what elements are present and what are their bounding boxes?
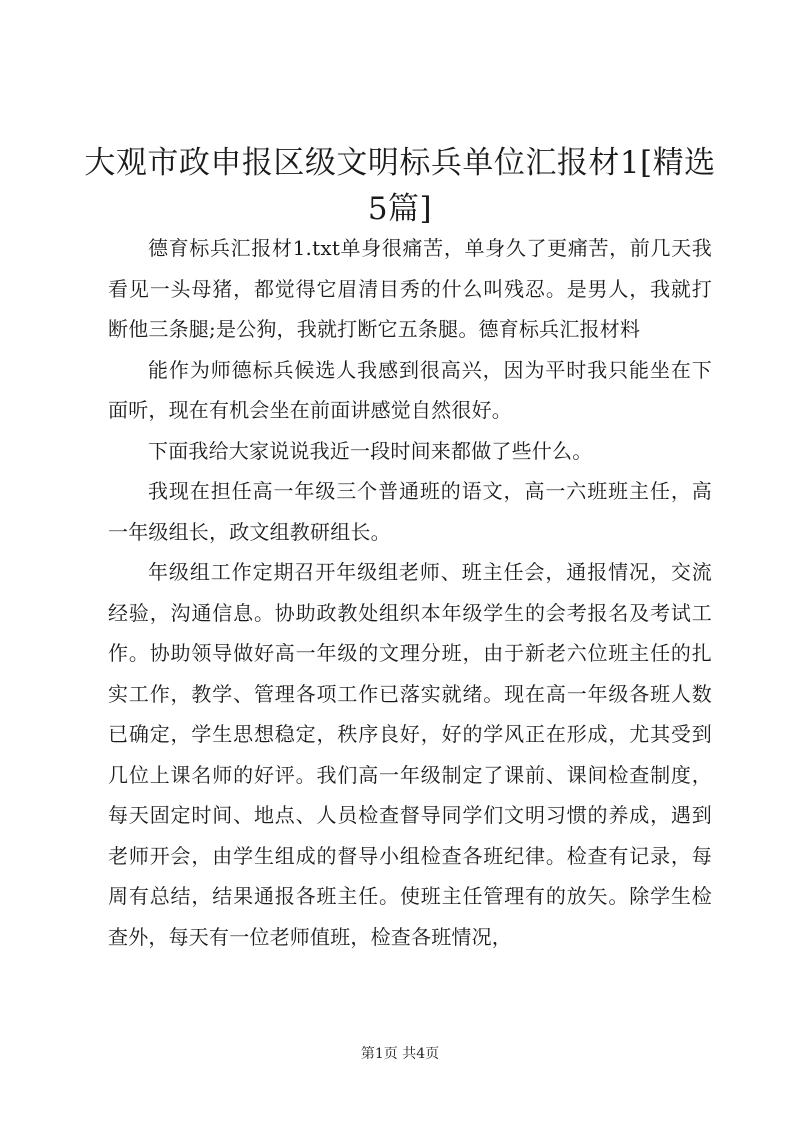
page-footer: 第1页 共4页	[360, 1046, 440, 1062]
paragraph: 下面我给大家说说我近一段时间来都做了些什么。	[148, 438, 593, 463]
paragraph: 能作为师德标兵候选人我感到很高兴，因为平时我只能坐在下面听，现在有机会坐在前面讲感觉自然很好。	[108, 357, 712, 422]
paragraph: 我现在担任高一年级三个普通班的语文，高一六班班主任，高一年级组长，政文组教研组长。	[108, 479, 712, 544]
document-body	[108, 228, 712, 957]
paragraph: 德育标兵汇报材1.txt单身很痛苦，单身久了更痛苦，前几天我看见一头母猪，都觉得它眉清目秀的什么叫残忍。是男人，我就打断他三条腿;是公狗，我就打断它五条腿。德育标兵汇报材料	[108, 236, 712, 341]
document-title: 大观市政申报区级文明标兵单位汇报材1[精选5篇]	[84, 145, 716, 227]
paragraph: 年级组工作定期召开年级组老师、班主任会，通报情况，交流经验，沟通信息。协助政教处组织本年级学生的会考报名及考试工作。协助领导做好高一年级的文理分班，由于新老六位班主任的扎实工作，教学、管理各项工作已落实就绪。现在高一年级各班人数已确定，学生思想稳定，秩序良好，好的学风正在形成，尤其受到几位上课名师的好评。我们高一年级制定了课前、课间检查制度，每天固定时间、地点、人员检查督导同学们文明习惯的养成，遇到老师开会，由学生组成的督导小组检查各班纪律。检查有记录，每周有总结，结果通报各班主任。使班主任管理有的放矢。除学生检查外，每天有一位老师值班，检查各班情况，	[108, 560, 712, 949]
